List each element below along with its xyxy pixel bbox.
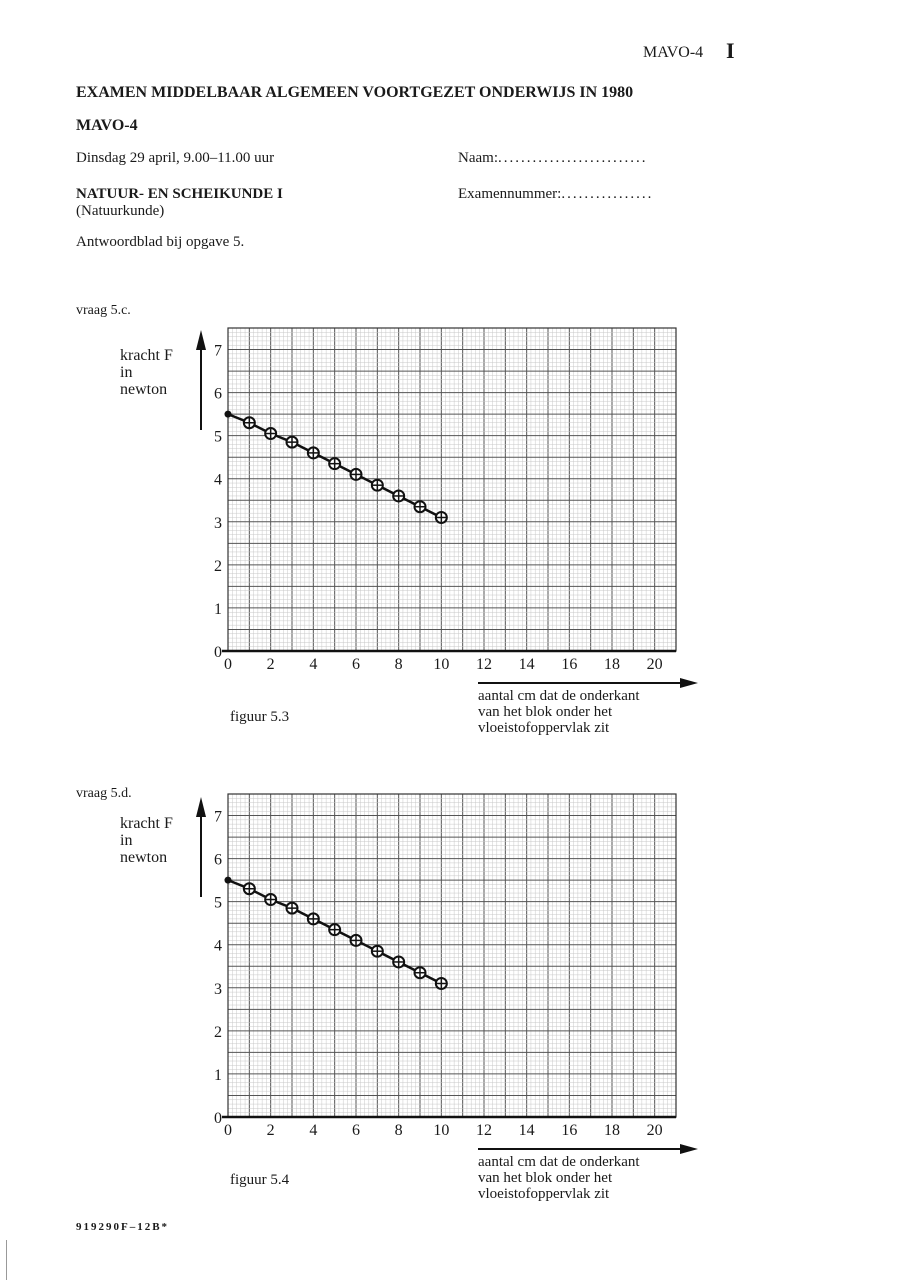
corner-code: MAVO-4 — [643, 44, 704, 61]
y-tick-label: 0 — [214, 1110, 222, 1127]
exam-number-label: Examennummer: — [458, 186, 562, 202]
x-tick-label: 12 — [476, 656, 492, 673]
x-axis-title — [478, 1154, 708, 1202]
y-tick-label: 1 — [214, 600, 222, 618]
data-point — [372, 480, 383, 491]
data-point — [329, 458, 340, 469]
x-tick-label: 10 — [433, 656, 450, 673]
y-tick-label: 0 — [214, 644, 222, 661]
y-axis-title-line: in — [120, 832, 133, 849]
x-axis-title-line: aantal cm dat de onderkant — [478, 688, 640, 704]
x-tick-label: 0 — [224, 656, 232, 673]
x-axis-arrowhead — [680, 678, 698, 688]
x-axis-title-line: vloeistofoppervlak zit — [478, 720, 610, 736]
exam-level: MAVO-4 — [76, 117, 138, 134]
data-point — [244, 417, 255, 428]
name-dots: .......................... — [497, 150, 648, 166]
x-tick-label: 10 — [433, 1122, 450, 1139]
y-tick-label: 6 — [214, 851, 222, 869]
x-tick-label: 12 — [476, 1122, 492, 1139]
y-tick-label: 5 — [214, 428, 222, 446]
x-tick-label: 6 — [352, 656, 360, 673]
x-axis-title — [478, 688, 708, 736]
figure-caption: figuur 5.3 — [230, 709, 290, 725]
y-tick-label: 1 — [214, 1066, 222, 1084]
exam-number-dots: ................ — [561, 186, 654, 202]
x-tick-label: 20 — [646, 1122, 663, 1139]
data-point — [436, 512, 447, 523]
x-axis-title-line: aantal cm dat de onderkant — [478, 1154, 640, 1170]
x-tick-label: 18 — [604, 656, 620, 673]
data-point — [265, 428, 276, 439]
x-tick-label: 20 — [646, 656, 663, 673]
x-axis-title-line: vloeistofoppervlak zit — [478, 1186, 610, 1202]
x-axis-title-line: van het blok onder het — [478, 1170, 613, 1186]
question-label: vraag 5.d. — [76, 786, 132, 801]
question-label: vraag 5.c. — [76, 303, 131, 318]
y-tick-label: 7 — [214, 808, 222, 826]
y-axis-title-line: in — [120, 364, 133, 381]
x-tick-label: 16 — [561, 1122, 578, 1139]
answer-sheet-note: Antwoordblad bij opgave 5. — [76, 234, 245, 250]
figure-caption: figuur 5.4 — [230, 1172, 290, 1188]
x-tick-label: 8 — [394, 1122, 403, 1139]
data-point — [393, 490, 404, 501]
y-axis-title — [120, 815, 173, 866]
x-axis-title-line: van het blok onder het — [478, 704, 613, 720]
x-tick-label: 2 — [266, 656, 275, 673]
y-tick-label: 2 — [214, 1023, 222, 1041]
subject-title: NATUUR- EN SCHEIKUNDE I — [76, 186, 283, 202]
y-axis-title-line: newton — [120, 849, 168, 866]
x-tick-label: 0 — [224, 1122, 232, 1139]
footer-code: 919290F–12B* — [76, 1221, 170, 1233]
data-point — [415, 501, 426, 512]
y-axis-title-line: newton — [120, 381, 168, 398]
y-axis-arrowhead — [196, 330, 206, 350]
data-point — [287, 437, 298, 448]
y-tick-label: 3 — [214, 980, 222, 998]
x-tick-label: 8 — [394, 656, 403, 673]
x-tick-label: 14 — [518, 656, 535, 673]
margin-line — [6, 1240, 7, 1280]
x-tick-label: 6 — [352, 1122, 360, 1139]
y-tick-label: 2 — [214, 557, 222, 575]
y-axis-title-line: kracht F — [120, 347, 173, 364]
plot-frame — [228, 328, 676, 651]
exam-date: Dinsdag 29 april, 9.00–11.00 uur — [76, 150, 275, 166]
y-tick-label: 6 — [214, 385, 222, 403]
y-tick-label: 7 — [214, 342, 222, 360]
subject-subtitle: (Natuurkunde) — [76, 203, 165, 219]
y-axis-title-line: kracht F — [120, 815, 173, 832]
y-tick-label: 4 — [214, 937, 222, 955]
x-tick-label: 4 — [309, 1122, 318, 1139]
data-point — [225, 411, 232, 418]
y-tick-label: 5 — [214, 894, 222, 912]
x-tick-label: 18 — [604, 1122, 620, 1139]
x-tick-label: 4 — [309, 656, 318, 673]
exam-title: EXAMEN MIDDELBAAR ALGEMEEN VOORTGEZET ONDERWIJS IN 1980 — [76, 84, 634, 101]
x-tick-label: 2 — [266, 1122, 275, 1139]
y-tick-label: 4 — [214, 471, 222, 489]
x-tick-label: 14 — [518, 1122, 535, 1139]
corner-roman-numeral: I — [726, 38, 735, 63]
x-tick-label: 16 — [561, 656, 578, 673]
data-point — [351, 469, 362, 480]
y-tick-label: 3 — [214, 514, 222, 532]
name-label: Naam: — [458, 150, 498, 166]
data-point — [308, 447, 319, 458]
